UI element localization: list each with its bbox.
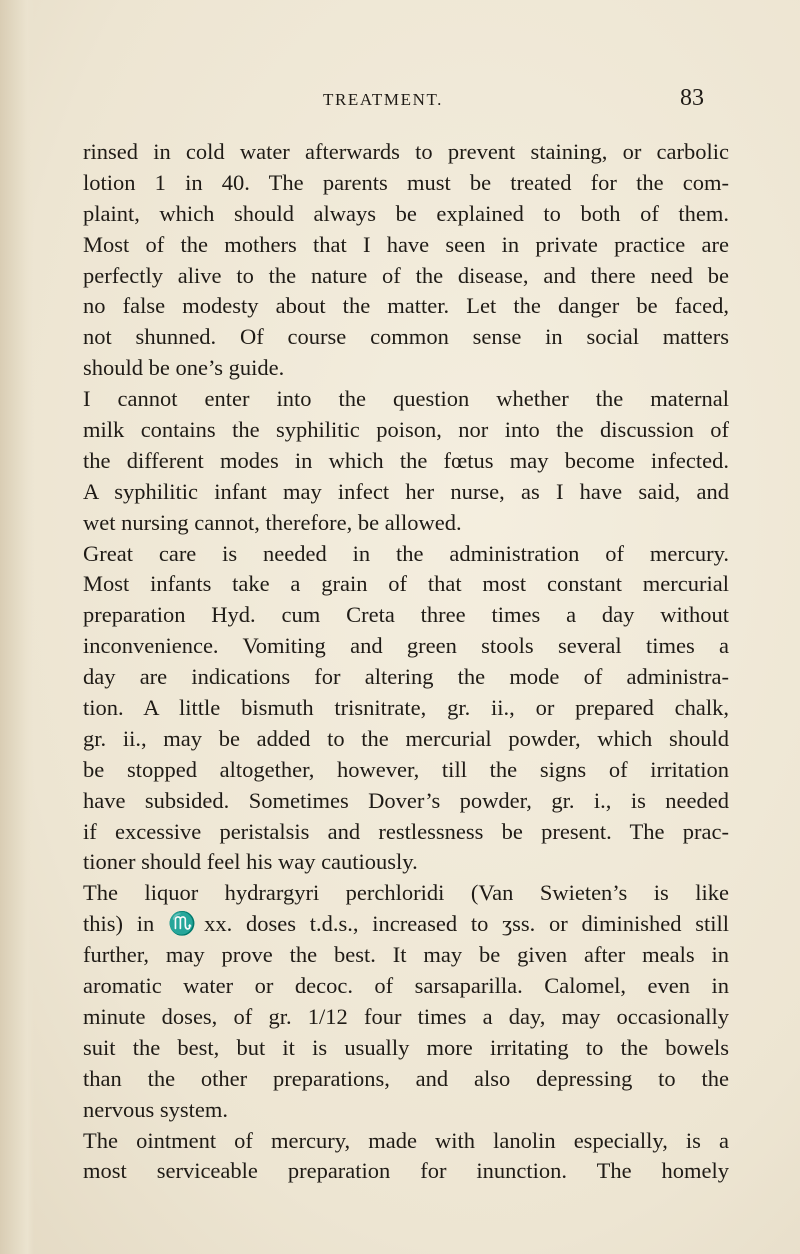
text-line: aromatic water or decoc. of sarsaparilla. Calomel, even in [83,973,729,999]
text-line: day are indications for altering the mode of administra- [83,664,729,690]
page-gutter-shadow [0,0,34,1254]
text-line: The liquor hydrargyri perchloridi (Van Swieten’s is like [83,880,729,906]
text-line: milk contains the syphilitic poison, nor into the discussion of [83,417,729,443]
text-line: Great care is needed in the administration of mercury. [83,540,729,566]
text-line: lotion 1 in 40. The parents must be treated for the com- [83,169,729,195]
page-header [0,85,800,120]
text-line: tioner should feel his way cautiously. [83,849,418,875]
text-line: Most infants take a grain of that most constant mercurial [83,571,729,597]
text-line: no false modesty about the matter. Let the danger be faced, [83,293,729,319]
text-line: wet nursing cannot, therefore, be allowed. [83,509,462,535]
text-line: have subsided. Sometimes Dover’s powder, gr. i., is needed [83,787,729,813]
text-line: the different modes in which the fœtus may become infected. [83,447,729,473]
text-line: Most of the mothers that I have seen in private practice are [83,231,729,257]
text-line: than the other preparations, and also depressing to the [83,1065,729,1091]
text-line: tion. A little bismuth trisnitrate, gr. ii., or prepared chalk, [83,695,729,721]
text-line: I cannot enter into the question whether the maternal [83,386,729,412]
text-line: not shunned. Of course common sense in social matters [83,324,729,350]
text-line: minute doses, of gr. 1/12 four times a day, may occasionally [83,1003,729,1029]
running-head: TREATMENT. [323,90,444,109]
text-line: should be one’s guide. [83,355,285,381]
text-line: be stopped altogether, however, till the signs of irritation [83,756,729,782]
text-line: rinsed in cold water afterwards to prevent staining, or carbolic [83,139,729,164]
text-line: The ointment of mercury, made with lanolin especially, is a [83,1127,729,1153]
text-line: gr. ii., may be added to the mercurial powder, which should [83,725,729,751]
text-line: nervous system. [83,1096,228,1122]
text-line: suit the best, but it is usually more irritating to the bowels [83,1034,729,1060]
text-line: plaint, which should always be explained to both of them. [83,200,729,226]
text-line: perfectly alive to the nature of the disease, and there need be [83,262,729,288]
text-line: if excessive peristalsis and restlessness be present. The prac- [83,818,729,844]
text-line: inconvenience. Vomiting and green stools several times a [83,633,729,659]
text-line: most serviceable preparation for inunction. The homely [83,1158,729,1184]
text-line: A syphilitic infant may infect her nurse, as I have said, and [83,478,729,504]
text-line: further, may prove the best. It may be given after meals in [83,942,729,968]
text-line: this) in ♏xx. doses t.d.s., increased to ʒss. or diminished still [83,911,729,937]
page-number: 83 [680,85,704,111]
text-line: preparation Hyd. cum Creta three times a day without [83,602,729,628]
body-text [83,137,729,1187]
